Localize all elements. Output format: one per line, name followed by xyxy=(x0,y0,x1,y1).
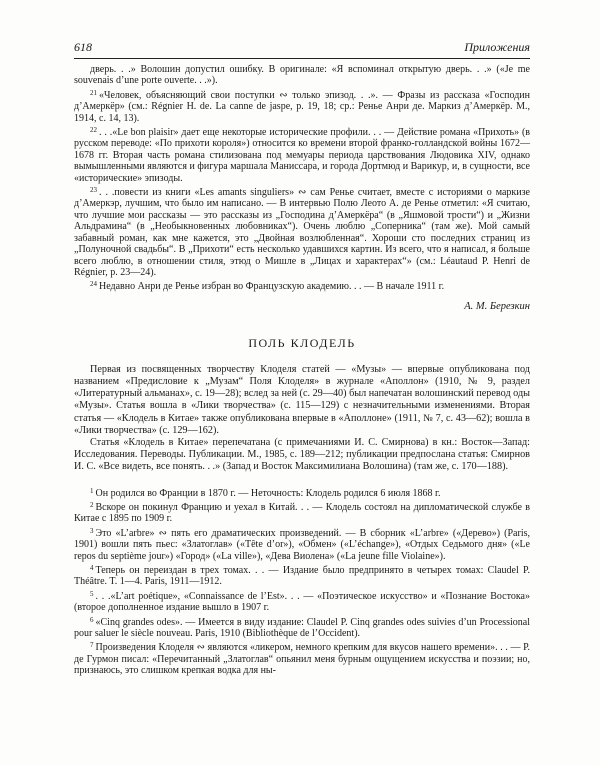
note-21: $^{21}$ «Человек, объясняющий свои поступки ∾ только эпизод. . .». — Фразы из рассказа «Господин д’Амеркёр» (см.: Régnier H. de. La canne de jaspe, p. 19, 18; ср.: Ренье Анри де. Маркиз д’Амеркёр. М., 1914, с. 14, 13). xyxy=(74,88,530,124)
bottom-notes xyxy=(74,486,530,677)
intro-paragraph: Статья «Клодель в Китае» перепечатана (с примечаниями И. С. Смирнова) в кн.: Восток—Запад: Исследования. Переводы. Публикации. М., 1985, с. 189—212; публикации предпослана статья: Смирнов И. С. «Все видеть, все понять. . .» (Запад и Восток Максимилиана Волошина) (там же, с. 170—188). xyxy=(74,436,530,473)
note-2: $^2$ Вскоре он покинул Францию и уехал в Китай. . . — Клодель состоял на дипломатической службе в Китае с 1895 по 1909 г. xyxy=(74,500,530,525)
note-4: $^4$ Теперь он переиздан в трех томах. . . — Издание было предпринято в четырех томах: Claudel P. Théâtre. T. 1—4. Paris, 1911—1912. xyxy=(74,563,530,588)
note-5: $^5$ . . .«L’art poétique», «Connaissance de l’Est». . . — «Поэтическое искусство» и «Познание Востока» (второе дополненное издание вышло в 1907 г. xyxy=(74,589,530,614)
note-22: $^{22}$ . . .«Le bon plaisir» дает еще некоторые исторические профили. . . — Действие романа «Прихоть» (в русском переводе: «По прихоти короля») относится ко времени второй франко-голландской войны 1672—1678 гг. Вторая часть романа стилизована под мемуары периода царствования Людовика XIV, однако вымышленными являются и фигура маршала Маниссара, и города Дортмюд и Варикур, и, в сущности, все «исторические» эпизоды. xyxy=(74,126,530,184)
top-notes xyxy=(74,64,530,293)
note-continuation: дверь. . .» Волошин допустил ошибку. В оригинале: «Я вспоминал открытую дверь. . .» («Je me souvenais d’une porte ouverte. . .»). xyxy=(74,64,530,87)
note-24: $^{24}$ Недавно Анри де Ренье избран во Французскую академию. . . — В начале 1911 г. xyxy=(90,280,445,293)
intro-paragraph: Первая из посвященных творчеству Клоделя статей — «Музы» — впервые опубликована под названием «Предисловие к „Музам“ Поля Клоделя» в журнале «Аполлон» (1910, № 9, раздел «Литературный альманах», с. 19—28); вслед за ней (с. 29—40) был напечатан волошинский перевод оды «Музы». Статья вошла в «Лики творчества» (с. 115—129) с незначительными изменениями. Вторая статья — «Клодель в Китае» также опубликована впервые в «Аполлоне» (1911, № 7, с. 43—62); вошла в «Лики творчества» (с. 129—162). xyxy=(74,363,531,436)
article-title: ПОЛЬ КЛОДЕЛЬ xyxy=(248,335,356,350)
page-number: 618 xyxy=(74,40,92,54)
intro-text xyxy=(74,364,530,474)
running-head xyxy=(74,40,530,59)
note-3: $^3$ Это «L’arbre» ∾ пять его драматических произведений. — В сборник «L’arbre» («Дерево») (Paris, 1901) вошли пять пьес: «Златоглав» («Tête d’or»), «Обмен» («L’échange»), «Отдых Седьмого дня» («Le repos du septième jour») «Город» («La ville»), «Дева Виолена» («La jeune fille Violaine»). xyxy=(74,526,530,562)
note-7: $^7$ Произведения Клоделя ∾ являются «ликером, немного крепким для вкусов нашего времени». . . — Р. де Гурмон писал: «Перечитанный „Златоглав“ опьянил меня бурным ощущением искусства и поэзии; но, признаюсь, это слишком крепкая водка для ны- xyxy=(74,641,530,677)
note-23: $^{23}$ . . .повести из книги «Les amants singuliers» ∾ сам Ренье считает, вместе с историями о маркизе д’Амеркэр, лучшим, что было им написано. — В интервью Полю Леото А. де Ренье отметил: «Я считаю, что лучшие мои рассказы — это рассказы из „Господина д’Амеркёра“ (в „Яшмовой трости“) и „Жизни Альдрамина“ (в „Необыкновенных любовниках“). Очень люблю „Соперника“ (там же). Мой самый забавный роман, как мне кажется, это „Двойная возлюбленная“. Хороши сто последних страниц из „Полуночной свадьбы“. В „Прихоти“ есть несколько удавшихся картин. Из всего, что я написал, я больше всего люблю, в отношении стиля, этюд о Мишле в „Лицах и характерах“» (см.: Léautaud P. Henri de Régnier, p. 23—24). xyxy=(74,186,530,278)
author-signature: А. М. Березкин xyxy=(464,300,530,312)
note-1: $^1$ Он родился во Франции в 1870 г. — Неточность: Клодель родился 6 июля 1868 г. xyxy=(90,486,441,499)
note-6: $^6$ «Cinq grandes odes». — Имеется в виду издание: Claudel P. Cinq grandes odes suivies d’un Processional pour saluer le siècle nouveau. Paris, 1910 (Bibliothèque de l’Occident). xyxy=(74,615,530,640)
running-head-title: Приложения xyxy=(464,40,530,54)
